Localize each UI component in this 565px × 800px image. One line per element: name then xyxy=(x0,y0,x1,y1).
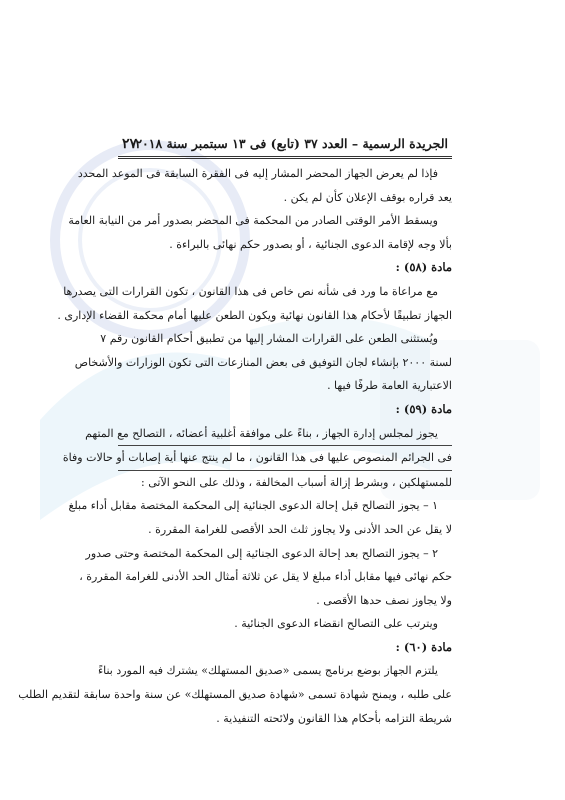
text-line: حكم نهائى فيها مقابل أداء مبلغ لا يقل عن ثلاثة أمثال الحد الأدنى للغرامة المقررة ، xyxy=(79,570,452,584)
text-line: يلتزم الجهاز بوضع برنامج يسمى «صديق المستهلك» يشترك فيه المورد بناءً xyxy=(97,664,438,678)
gazette-title: الجريدة الرسمية – العدد ٣٧ (تابع) فى ١٣ سبتمبر سنة ٢٠١٨ xyxy=(135,136,448,151)
text-line: ٢ – يجوز التصالح بعد إحالة الدعوى الجنائية إلى المحكمة المختصة وحتى صدور xyxy=(85,546,438,560)
text-line: بألا وجه لإقامة الدعوى الجنائية ، أو بصدور حكم نهائى بالبراءة . xyxy=(169,237,452,251)
text-line: شريطة التزامه بأحكام هذا القانون ولائحته التنفيذية . xyxy=(216,711,452,725)
article-heading: مادة (٥٩) : xyxy=(395,401,452,416)
text-line: ويُستثنى الطعن على القرارات المشار إليها من تطبيق أحكام القانون رقم ٧ xyxy=(100,332,438,346)
text-line: ١ – يجوز التصالح قبل إحالة الدعوى الجنائية إلى المحكمة المختصة مقابل أداء مبلغ xyxy=(68,499,438,513)
text-line: ولا يجاوز نصف حدها الأقصى . xyxy=(316,593,452,607)
text-line: لا يقل عن الحد الأدنى ولا يجاوز ثلث الحد الأقصى للغرامة المقررة . xyxy=(148,522,452,536)
text-line: فى الجرائم المنصوص عليها فى هذا القانون ، ما لم ينتج عنها أية إصابات أو حالات وفاة xyxy=(118,446,452,471)
text-line: الاعتبارية العامة طرفًا فيها . xyxy=(327,379,452,393)
page-header xyxy=(122,133,448,155)
text-line: الجهاز تطبيقًا لأحكام هذا القانون نهائية ويكون الطعن عليها أمام محكمة القضاء الإدارى . xyxy=(57,308,452,322)
text-line: للمستهلكين ، وبشرط إزالة أسباب المخالفة ، وذلك على النحو الآتى : xyxy=(141,475,452,489)
text-line: مع مراعاة ما ورد فى شأنه نص خاص فى هذا القانون ، تكون القرارات التى يصدرها xyxy=(63,284,438,298)
text-line: ويترتب على التصالح انقضاء الدعوى الجنائية . xyxy=(234,617,438,631)
text-line: ويسقط الأمر الوقتى الصادر من المحكمة فى المحضر بصدور أمر من النيابة العامة xyxy=(68,214,438,228)
text-line: لسنة ٢٠٠٠ بإنشاء لجان التوفيق فى بعض المنازعات التى تكون الوزارات والأشخاص xyxy=(74,355,452,369)
body-text xyxy=(18,162,452,730)
header-divider-double xyxy=(118,158,452,159)
text-line: يعد قراره بوقف الإعلان كأن لم يكن . xyxy=(283,190,452,204)
header-divider xyxy=(118,156,452,157)
text-line: فإذا لم يعرض الجهاز المحضر المشار إليه فى الفقرة السابقة فى الموعد المحدد xyxy=(77,167,438,180)
text-line: على طلبه ، ويمنح شهادة تسمى «شهادة صديق المستهلك» عن سنة واحدة سابقة لتقديم الطلب xyxy=(18,688,452,702)
text-line: يجوز لمجلس إدارة الجهاز ، بناءً على موافقة أغلبية أعضائه ، التصالح مع المتهم xyxy=(118,422,452,447)
article-heading: مادة (٦٠) : xyxy=(395,639,452,654)
page-number: ٢٧ xyxy=(122,136,138,152)
article-heading: مادة (٥٨) : xyxy=(395,260,452,275)
